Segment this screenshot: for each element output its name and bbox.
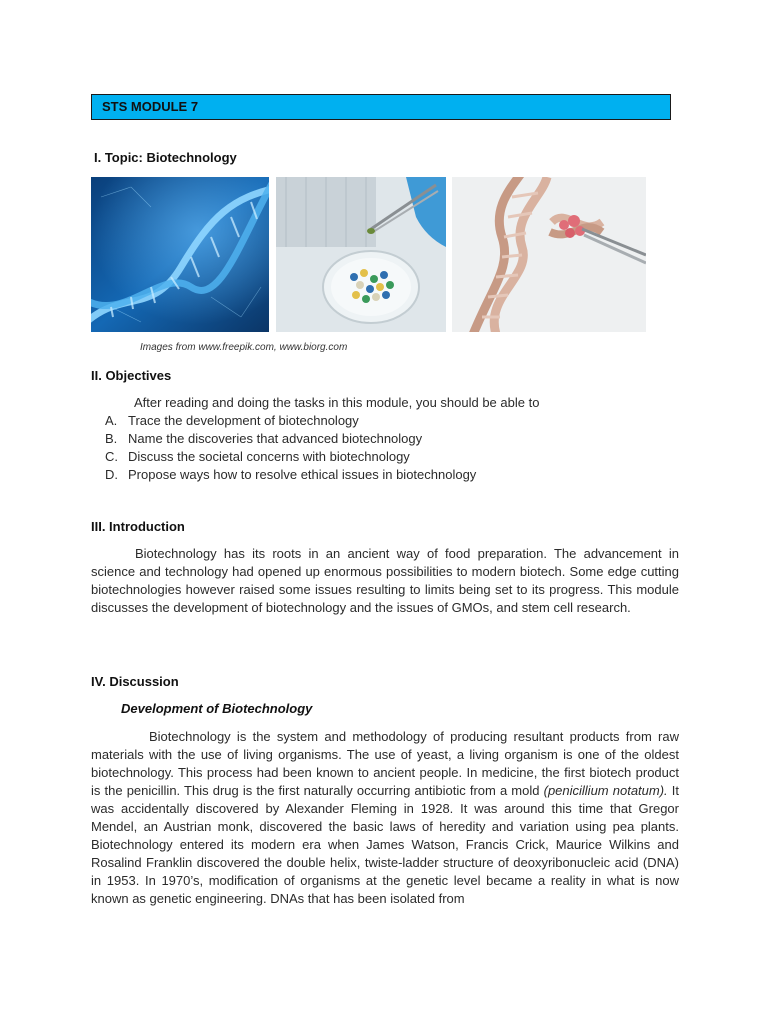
list-letter: A. [105,413,118,428]
petri-dish-tweezers-image [276,177,446,332]
discussion-italic-term: (penicillium notatum). [543,783,668,798]
introduction-paragraph [91,545,679,617]
introduction-text: Biotechnology has its roots in an ancient way of food preparation. The advancement in science and technology had opened up enormous possibilities to modern biotech. Some edge cutting biotechnologies however raised some issues resulting to limits being set to its progress. This module discusses the development of biotechnology and the issues of GMOs, and stem cell research. [91,546,679,615]
list-item [105,430,625,448]
discussion-text-1: Biotechnology is the system and methodology of producing resultant products from raw materials with the use of living organisms. The use of yeast, a living organism is one of the oldest biotechnology. This process had been known to ancient people. In medicine, the first biotech product is the penicillin. This drug is the first naturally occurring antibiotic from a mold [91,729,679,798]
image-caption [140,342,347,353]
discussion-subheading: Development of Biotechnology [121,701,313,716]
objectives-heading: II. Objectives [91,368,172,383]
caption-sources: www.freepik.com, www.biorg.com [198,342,348,353]
list-text: Trace the development of biotechnology [128,413,359,428]
discussion-heading: IV. Discussion [91,674,179,689]
list-item [105,448,625,466]
list-letter: C. [105,449,118,464]
topic-heading: I. Topic: Biotechnology [94,150,237,165]
discussion-text-2: It was accidentally discovered by Alexander Fleming in 1928. It was around this time that Gregor Mendel, an Austrian monk, discovered the basic laws of heredity and variation using pea plants. Biotechnology entered its modern era when James Watson, Francis Crick, Maurice Wilkins and Rosalind Franklin discovered the double helix, twiste-ladder structure of deoxyribonucleic acid (DNA) in 1953. In 1970’s, modification of organisms at the genetic level became a reality in what is now known as genetic engineering. DNAs that has been isolated from [91,783,680,906]
list-item [105,412,625,430]
objectives-list [105,412,625,484]
list-letter: D. [105,467,118,482]
introduction-heading: III. Introduction [91,519,185,534]
module-title: STS MODULE 7 [102,99,199,114]
list-item [105,466,625,484]
list-text: Discuss the societal concerns with biotechnology [128,449,410,464]
list-letter: B. [105,431,118,446]
dna-editing-tweezers-image [452,177,646,332]
module-title-bar [91,94,671,120]
objectives-intro: After reading and doing the tasks in this module, you should be able to [134,395,540,410]
list-text: Propose ways how to resolve ethical issues in biotechnology [128,467,477,482]
dna-helix-blue-image [91,177,269,332]
list-text: Name the discoveries that advanced biotechnology [128,431,423,446]
discussion-paragraph [91,728,679,908]
caption-prefix: Images from [140,342,199,353]
